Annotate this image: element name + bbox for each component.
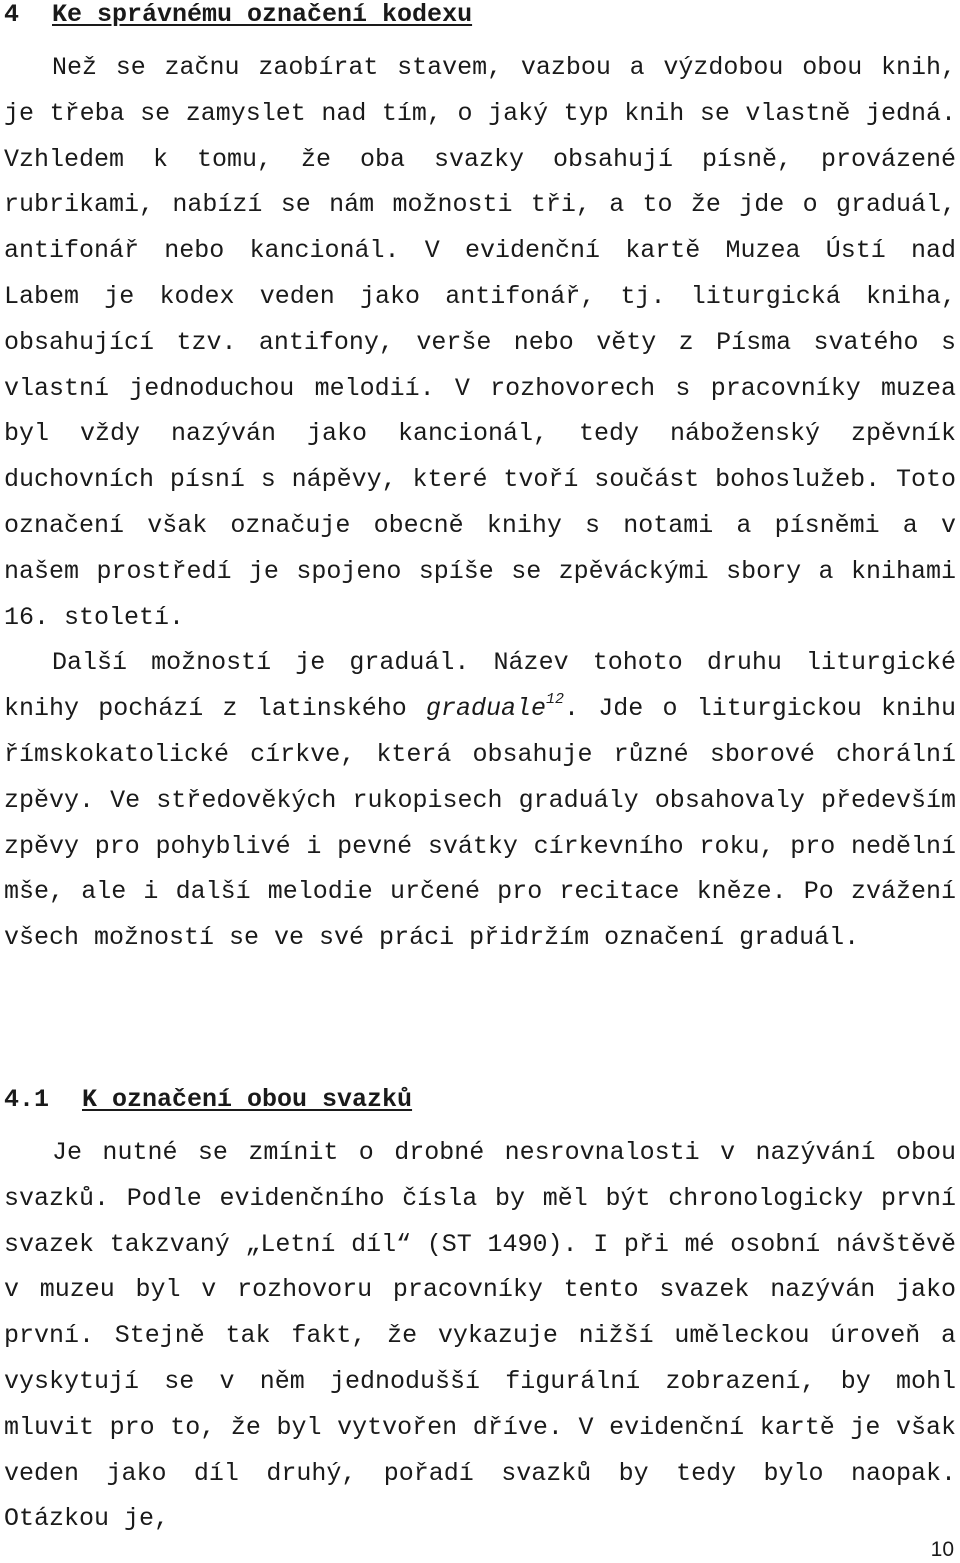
section-paragraph-1: Je nutné se zmínit o drobné nesrovnalosti v nazývání obou svazků. Podle evidenčního čísla by měl být chronologicky první svazek takzvaný „Letní díl“ (ST 1490). I při mé osobní návštěvě v muzeu byl v rozhovoru pracovníky tento svazek nazýván jako první. Stejně tak fakt, že vykazuje nižší uměleckou úroveň a vyskytují se v něm jednodušší figurální zobrazení, by mohl mluvit pro to, že byl vytvořen dříve. V evidenční kartě je však veden jako díl druhý, pořadí svazků by tedy bylo naopak. Otázkou je, (4, 1138, 956, 1534)
paragraph-2 (4, 640, 956, 961)
page-number: 10 (930, 1538, 954, 1561)
latin-term: graduale (425, 694, 547, 724)
section-title: K označení obou svazků (82, 1085, 413, 1114)
paragraph-2-text-end: . Jde o liturgickou knihu římskokatolické církve, která obsahuje různé sborové chorální zpěvy. Ve středověkých rukopisech graduály obsahovaly především zpěvy pro pohyblivé i pevné svátky církevního roku, pro nedělní mše, ale i další melodie určené pro recitace kněze. Po zvážení všech možností se ve své práci přidržím označení graduál. (4, 694, 956, 953)
chapter-body (4, 45, 956, 961)
chapter-title: Ke správnému označení kodexu (52, 0, 473, 29)
paragraph-1: Než se začnu zaobírat stavem, vazbou a výzdobou obou knih, je třeba se zamyslet nad tím, o jaký typ knih se vlastně jedná. Vzhledem k tomu, že oba svazky obsahují písně, provázené rubrikami, nabízí se nám možnosti tři, a to že jde o graduál, antifonář nebo kancionál. V evidenční kartě Muzea Ústí nad Labem je kodex veden jako antifonář, tj. liturgická kniha, obsahující tzv. antifony, verše nebo věty z Písma svatého s vlastní jednoduchou melodií. V rozhovorech s pracovníky muzea byl vždy nazýván jako kancionál, tedy náboženský zpěvník duchovních písní s nápěvy, které tvoří součást bohoslužeb. Toto označení však označuje obecně knihy s notami a písněmi a v našem prostředí je spojeno spíše se zpěváckými sbory a knihami 16. století. (4, 53, 956, 632)
paragraph-2-text-start: Další možností je graduál. Název tohoto druhu liturgické knihy pochází z latinského (4, 648, 956, 724)
section-body (4, 1130, 956, 1542)
chapter-heading (4, 0, 472, 30)
section-heading (4, 1085, 412, 1115)
chapter-number: 4 (4, 0, 20, 29)
section-number: 4.1 (4, 1085, 50, 1114)
footnote-ref[interactable]: 12 (546, 691, 565, 709)
